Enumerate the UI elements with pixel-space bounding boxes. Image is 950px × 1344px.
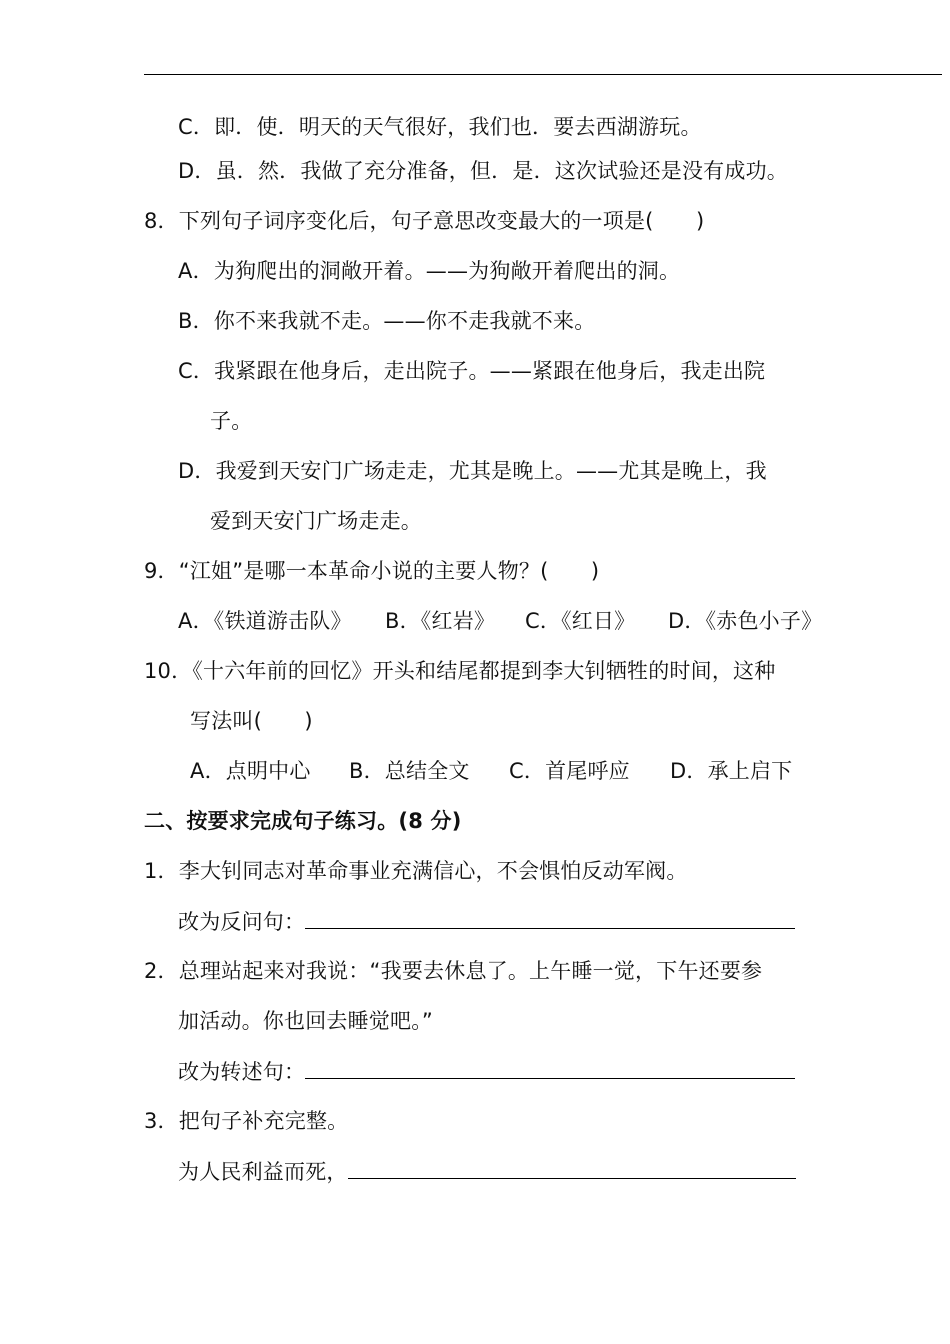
q8-option-a: A．为狗爬出的洞敞开着。——为狗敞开着爬出的洞。	[178, 259, 681, 283]
s2-answer-blank[interactable]	[305, 1056, 795, 1079]
section-2-title: 二、按要求完成句子练习。(8 分)	[144, 809, 462, 833]
q7-option-c: C．即．使．明天的天气很好，我们也．要去西湖游玩。	[178, 115, 702, 139]
q10-option-d: D．承上启下	[670, 759, 793, 783]
q8-option-d-line2: 爱到天安门广场走走。	[210, 509, 422, 533]
q9-stem: 9．“江姐”是哪一本革命小说的主要人物？( )	[144, 559, 600, 583]
s3-answer-row	[178, 1156, 796, 1187]
q8-stem: 8．下列句子词序变化后，句子意思改变最大的一项是( )	[144, 209, 705, 233]
q10-option-b: B．总结全文	[349, 759, 470, 783]
q8-option-b: B．你不来我就不走。——你不走我就不来。	[178, 309, 596, 333]
q10-stem-line1: 10．《十六年前的回忆》开头和结尾都提到李大钊牺牲的时间，这种	[144, 659, 776, 683]
q10-option-c: C．首尾呼应	[509, 759, 630, 783]
q8-option-c-line2: 子。	[210, 409, 253, 433]
s1-answer-blank[interactable]	[305, 906, 795, 929]
s3-answer-blank[interactable]	[348, 1156, 796, 1179]
q9-option-c: C．《红日》	[525, 609, 636, 633]
q9-option-b: B．《红岩》	[385, 609, 496, 633]
s1-prompt: 改为反问句：	[178, 910, 306, 934]
s2-answer-row	[178, 1056, 795, 1087]
q9-option-a: A．《铁道游击队》	[178, 609, 352, 633]
q8-option-d-line1: D．我爱到天安门广场走走，尤其是晚上。——尤其是晚上，我	[178, 459, 767, 483]
s3-prompt: 为人民利益而死，	[178, 1160, 348, 1184]
s1-stem: 1．李大钊同志对革命事业充满信心，不会惧怕反动军阀。	[144, 859, 688, 883]
q10-stem-line2: 写法叫( )	[190, 709, 313, 733]
q7-option-d: D．虽．然．我做了充分准备，但．是．这次试验还是没有成功。	[178, 159, 788, 183]
s2-stem-line2: 加活动。你也回去睡觉吧。”	[178, 1009, 433, 1033]
s3-stem: 3．把句子补充完整。	[144, 1109, 349, 1133]
s2-prompt: 改为转述句：	[178, 1060, 306, 1084]
s2-stem-line1: 2．总理站起来对我说：“我要去休息了。上午睡一觉，下午还要参	[144, 959, 763, 983]
q10-option-a: A．点明中心	[190, 759, 311, 783]
header-rule	[144, 74, 942, 75]
s1-answer-row	[178, 906, 795, 937]
q8-option-c-line1: C．我紧跟在他身后，走出院子。——紧跟在他身后，我走出院	[178, 359, 766, 383]
q9-option-d: D．《赤色小子》	[668, 609, 823, 633]
